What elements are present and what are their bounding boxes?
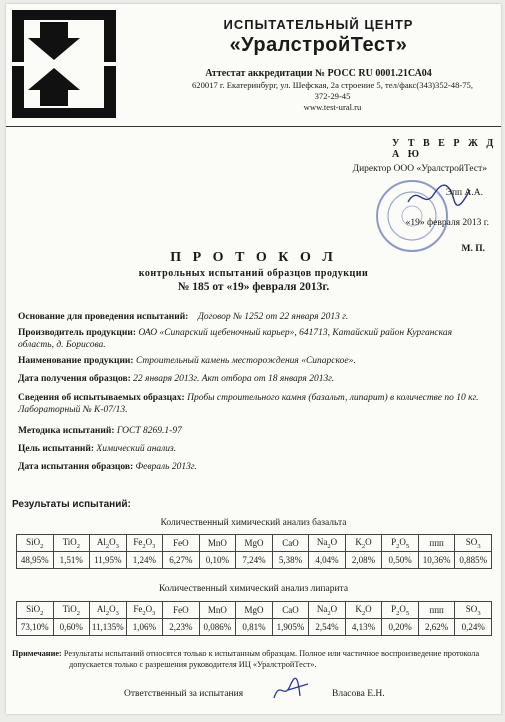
field-basis xyxy=(18,311,488,323)
header-cell: MgO xyxy=(236,535,273,552)
header-cell: $K_2O$ xyxy=(345,602,382,619)
address-block xyxy=(174,80,491,113)
address-line1: 620017 г. Екатеринбург, ул. Шефская, 2а строение 5, тел/факс(343)352-48-75, xyxy=(192,80,473,90)
header-cell: SiO$_2$ xyxy=(17,535,54,552)
field-label: Производитель продукции: xyxy=(18,328,136,338)
field-received xyxy=(18,373,488,385)
header-cell: MnO xyxy=(199,602,236,619)
header-cell: TiO$_2$ xyxy=(53,602,90,619)
note-line2: допускается только с разрешения руководителя ИЦ «УралстройТест». xyxy=(69,659,317,669)
approval-position: Директор ООО «УралстройТест» xyxy=(352,164,487,174)
field-method xyxy=(18,425,488,437)
basalt-analysis-table xyxy=(16,534,492,569)
header-cell: $Fe_2O_3$ xyxy=(126,602,163,619)
header-cell: $SO_3$ xyxy=(455,535,492,552)
responsible-signature-icon xyxy=(268,676,318,704)
value-cell: 1,06% xyxy=(126,619,163,636)
field-label: Наименование продукции: xyxy=(18,356,134,366)
field-value: Пробы строительного камня (базальт, липарит) в количестве по 10 кг. Лабораторный № К-07/13. xyxy=(18,393,479,415)
value-cell: 1,905% xyxy=(272,619,309,636)
header-cell: $Al_2O_3$ xyxy=(90,535,127,552)
header-cell: $P_2O_5$ xyxy=(382,602,419,619)
value-cell: 0,50% xyxy=(382,552,419,569)
header-divider xyxy=(6,126,501,127)
field-test-date xyxy=(18,461,488,473)
table-header-row xyxy=(17,535,492,552)
value-cell: 0,60% xyxy=(53,619,90,636)
value-cell: 10,36% xyxy=(418,552,455,569)
value-cell: 4,13% xyxy=(345,619,382,636)
approval-name: Эпп А.А. xyxy=(445,188,483,198)
header-cell: FeO xyxy=(163,535,200,552)
header-cell: $Fe_2O_3$ xyxy=(126,535,163,552)
header-cell: CaO xyxy=(272,535,309,552)
results-heading: Результаты испытаний: xyxy=(12,499,131,510)
field-producer xyxy=(18,327,488,351)
website: www.test-ural.ru xyxy=(303,102,362,112)
header-cell: SiO$_2$ xyxy=(17,602,54,619)
protocol-document xyxy=(6,4,501,714)
value-cell: 4,04% xyxy=(309,552,346,569)
protocol-subtitle: контрольных испытаний образцов продукции xyxy=(138,268,369,279)
table-header-row xyxy=(17,602,492,619)
header-cell: TiO$_2$ xyxy=(53,535,90,552)
liparite-analysis-table xyxy=(16,601,492,636)
field-product xyxy=(18,355,488,367)
value-cell: 7,24% xyxy=(236,552,273,569)
value-cell: 11,135% xyxy=(90,619,127,636)
stamp-mark: М. П. xyxy=(461,244,485,254)
responsible-label: Ответственный за испытания xyxy=(124,689,244,699)
value-cell: 48,95% xyxy=(17,552,54,569)
field-value: ОАО «Сипарский щебеночный карьер», 641713, Катайский район Курганская область, д. Борисова. xyxy=(18,328,453,350)
table-row xyxy=(17,619,492,636)
header-cell: $SO_3$ xyxy=(455,602,492,619)
address-line2: 372-29-45 xyxy=(314,91,351,101)
protocol-title: П Р О Т О К О Л xyxy=(170,250,337,265)
field-value: Февраль 2013г. xyxy=(135,462,197,472)
header-cell: ппп xyxy=(418,602,455,619)
approval-date: «19» февраля 2013 г. xyxy=(405,218,489,228)
field-value: ГОСТ 8269.1-97 xyxy=(116,426,182,436)
value-cell: 2,62% xyxy=(418,619,455,636)
header-cell: MgO xyxy=(236,602,273,619)
value-cell: 0,81% xyxy=(236,619,273,636)
table-row xyxy=(17,552,492,569)
field-value: Химический анализ. xyxy=(96,444,177,454)
approval-title: У Т В Е Р Ж Д А Ю xyxy=(392,138,497,160)
arrows-logo-icon xyxy=(10,8,118,120)
field-label: Дата получения образцов: xyxy=(18,374,131,384)
field-label: Методика испытаний: xyxy=(18,426,115,436)
value-cell: 11,95% xyxy=(90,552,127,569)
value-cell: 0,086% xyxy=(199,619,236,636)
header-cell: $P_2O_5$ xyxy=(382,535,419,552)
field-value: 22 января 2013г. Акт отбора от 18 января 2013г. xyxy=(133,374,335,384)
header-cell: $Al_2O_3$ xyxy=(90,602,127,619)
field-purpose xyxy=(18,443,488,455)
liparite-table-caption: Количественный химический анализ липарита xyxy=(158,584,349,594)
protocol-number: № 185 от «19» февраля 2013г. xyxy=(177,281,330,293)
value-cell: 0,10% xyxy=(199,552,236,569)
header-cell: CaO xyxy=(272,602,309,619)
field-label: Дата испытания образцов: xyxy=(18,462,134,472)
note-line1: Результаты испытаний относятся только к испытанным образцам. Полное или частичное воспроизведение протокола xyxy=(63,649,480,658)
value-cell: 0,24% xyxy=(455,619,492,636)
field-samples xyxy=(18,392,488,416)
note-block xyxy=(12,649,494,670)
value-cell: 0,885% xyxy=(455,552,492,569)
field-label: Сведения об испытываемых образцах: xyxy=(18,393,185,403)
responsible-name: Власова Е.Н. xyxy=(332,689,385,699)
field-value: Строительный камень месторождения «Сипарское». xyxy=(135,356,356,366)
value-cell: 2,08% xyxy=(345,552,382,569)
value-cell: 0,20% xyxy=(382,619,419,636)
value-cell: 1,24% xyxy=(126,552,163,569)
center-name-line1: ИСПЫТАТЕЛЬНЫЙ ЦЕНТР xyxy=(223,17,414,32)
header-cell: ппп xyxy=(418,535,455,552)
field-label: Основание для проведения испытаний: xyxy=(18,312,189,322)
accreditation-number: Аттестат аккредитации № РОСС RU 0001.21СА04 xyxy=(205,68,432,79)
value-cell: 5,38% xyxy=(272,552,309,569)
header-cell: FeO xyxy=(163,602,200,619)
value-cell: 1,51% xyxy=(53,552,90,569)
note-label: Примечание: xyxy=(12,649,62,658)
value-cell: 73,10% xyxy=(17,619,54,636)
header-cell: MnO xyxy=(199,535,236,552)
center-name-line2: «УралстройТест» xyxy=(229,34,408,56)
value-cell: 2,54% xyxy=(309,619,346,636)
field-label: Цель испытаний: xyxy=(18,444,95,454)
field-value: Договор № 1252 от 22 января 2013 г. xyxy=(197,312,349,322)
value-cell: 2,23% xyxy=(163,619,200,636)
header-cell: $Na_2O$ xyxy=(309,535,346,552)
basalt-table-caption: Количественный химический анализ базальта xyxy=(160,518,347,528)
header-cell: $K_2O$ xyxy=(345,535,382,552)
header-cell: $Na_2O$ xyxy=(309,602,346,619)
value-cell: 6,27% xyxy=(163,552,200,569)
